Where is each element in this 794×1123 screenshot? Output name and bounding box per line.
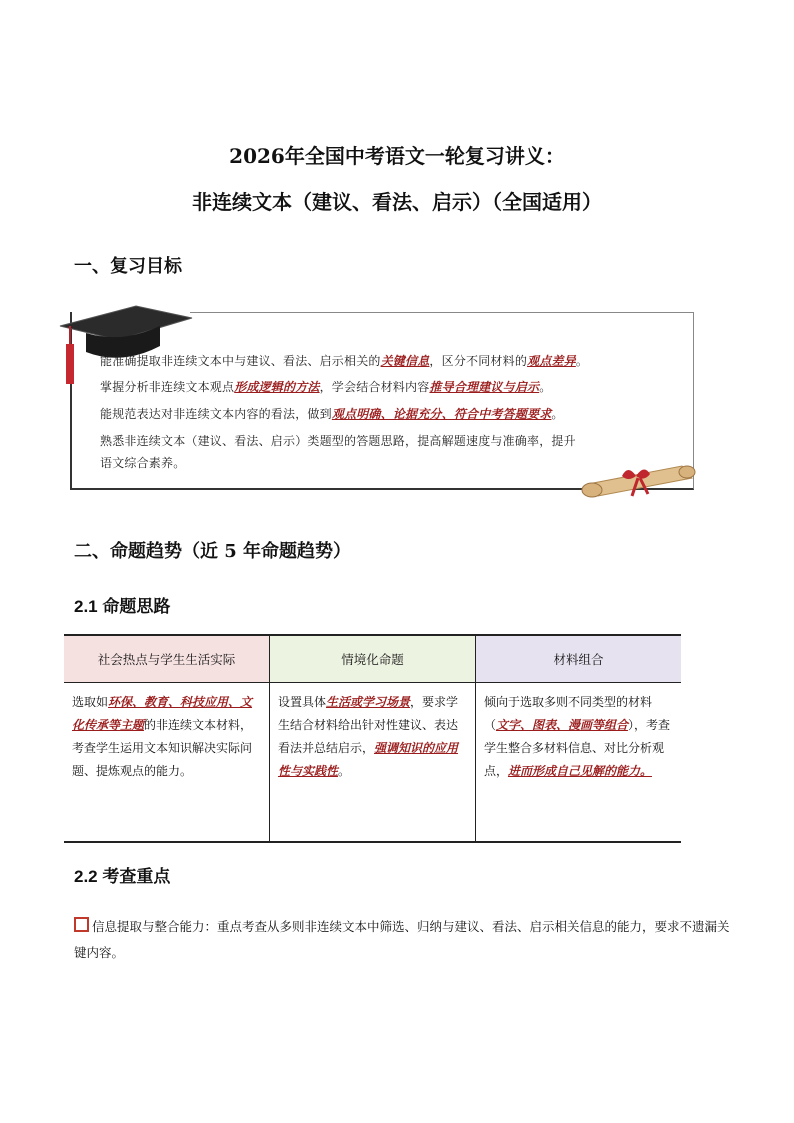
table-header-materials: 材料组合: [475, 635, 681, 683]
focus-paragraph: [74, 914, 734, 966]
diploma-scroll-icon: [578, 462, 698, 502]
document-title-line2: 非连续文本（建议、看法、启示）（全国适用）: [192, 190, 602, 214]
section1-heading: 一、复习目标: [74, 256, 182, 277]
table-header-situational: 情境化命题: [269, 635, 475, 683]
focus-text: ：重点考查从多则非连续文本中筛选、归纳与建议、看法、启示相关信息的能力，要求不遗漏关键内容。: [74, 919, 730, 960]
table-cell-situational: 设置具体生活或学习场景，要求学生结合材料给出针对性建议、表达看法并总结启示，强调知识的应用性与实践性。: [269, 683, 475, 843]
subsection-2-2-heading: 2.2 考查重点: [74, 867, 171, 886]
section2-heading: 二、命题趋势（近 5 年命题趋势）: [74, 541, 352, 562]
table-header-social: 社会热点与学生生活实际: [64, 635, 269, 683]
document-title-line1: 2026年全国中考语文一轮复习讲义：: [229, 144, 565, 168]
focus-label: 信息提取与整合能力: [92, 920, 205, 934]
trend-table: [64, 634, 681, 843]
goals-box-top-border: [190, 312, 694, 313]
goal-item-4-continued: 语文综合素养。: [100, 456, 186, 470]
subsection-2-1-heading: 2.1 命题思路: [74, 597, 171, 616]
goal-item-3: 能规范表达对非连续文本内容的看法，做到观点明确、论据充分、符合中考答题要求。: [100, 407, 564, 421]
goal-item-4: 熟悉非连续文本（建议、看法、启示）类题型的答题思路，提高解题速度与准确率，提升: [100, 434, 576, 448]
table-cell-materials: 倾向于选取多则不同类型的材料（文字、图表、漫画等组合），考查学生整合多材料信息、对比分析观点，进而形成自己见解的能力。: [475, 683, 681, 843]
goal-item-2: 掌握分析非连续文本观点形成逻辑的方法，学会结合材料内容推导合理建议与启示。: [100, 380, 552, 394]
table-cell-social: 选取如环保、教育、科技应用、文化传承等主题的非连续文本材料，考查学生运用文本知识解决实际问题、提炼观点的能力。: [64, 683, 269, 843]
checkbox-square-icon: [74, 917, 89, 932]
goal-item-1: 能准确提取非连续文本中与建议、看法、启示相关的关键信息，区分不同材料的观点差异。: [100, 354, 589, 368]
